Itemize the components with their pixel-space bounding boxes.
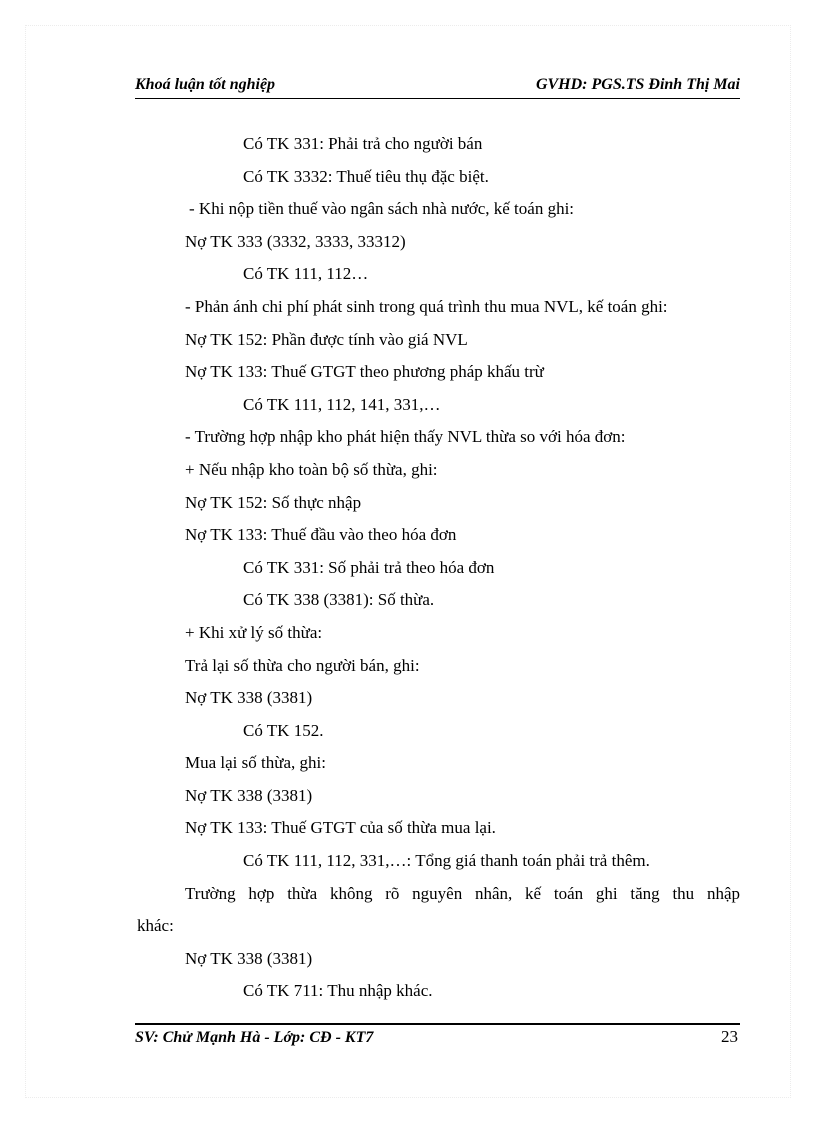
- text-line: Nợ TK 152: Số thực nhập: [185, 492, 362, 512]
- text-line: Nợ TK 333 (3332, 3333, 33312): [185, 231, 406, 251]
- text-line: Có TK 111, 112, 141, 331,…: [243, 394, 441, 414]
- text-line: Nợ TK 338 (3381): [185, 785, 313, 805]
- text-line: Nợ TK 133: Thuế đầu vào theo hóa đơn: [185, 525, 457, 545]
- text-line: - Khi nộp tiền thuế vào ngân sách nhà nước, kế toán ghi:: [189, 199, 575, 219]
- text-line: Nợ TK 338 (3381): [185, 688, 313, 708]
- text-line: Nợ TK 338 (3381): [185, 948, 313, 968]
- page-footer: [135, 1023, 740, 1053]
- text-line: Nợ TK 133: Thuế GTGT của số thừa mua lại.: [185, 818, 496, 838]
- text-line: Có TK 711: Thu nhập khác.: [243, 981, 433, 1001]
- text-line: + Khi xử lý số thừa:: [185, 622, 323, 642]
- text-line: Có TK 152.: [243, 720, 324, 740]
- text-line: Có TK 111, 112, 331,…: Tổng giá thanh toán phải trả thêm.: [243, 851, 650, 871]
- text-line: Mua lại số thừa, ghi:: [185, 753, 326, 773]
- text-line: Trả lại số thừa cho người bán, ghi:: [185, 655, 420, 675]
- text-line: Có TK 338 (3381): Số thừa.: [243, 590, 435, 610]
- text-line: khác:: [137, 916, 174, 936]
- text-line: Nợ TK 152: Phần được tính vào giá NVL: [185, 329, 468, 349]
- page-header: [135, 76, 740, 99]
- text-line: Trường hợp thừa không rõ nguyên nhân, kế toán ghi tăng thu nhập: [185, 883, 740, 903]
- text-line: + Nếu nhập kho toàn bộ số thừa, ghi:: [185, 459, 438, 479]
- text-line: Có TK 111, 112…: [243, 264, 369, 284]
- text-line: - Phản ánh chi phí phát sinh trong quá trình thu mua NVL, kế toán ghi:: [185, 296, 668, 316]
- header-thesis-title: Khoá luận tốt nghiệp: [135, 76, 276, 93]
- footer-student-info: SV: Chử Mạnh Hà - Lớp: CĐ - KT7: [135, 1029, 374, 1046]
- text-line: Có TK 331: Phải trả cho người bán: [243, 134, 483, 153]
- document-body: [137, 130, 740, 1010]
- text-line: - Trường hợp nhập kho phát hiện thấy NVL thừa so với hóa đơn:: [185, 427, 626, 447]
- header-supervisor: GVHD: PGS.TS Đinh Thị Mai: [535, 76, 740, 93]
- text-line: Có TK 331: Số phải trả theo hóa đơn: [243, 557, 495, 577]
- text-line: Có TK 3332: Thuế tiêu thụ đặc biệt.: [243, 166, 489, 186]
- text-line: Nợ TK 133: Thuế GTGT theo phương pháp khấu trừ: [185, 362, 544, 382]
- page-number: 23: [721, 1027, 738, 1046]
